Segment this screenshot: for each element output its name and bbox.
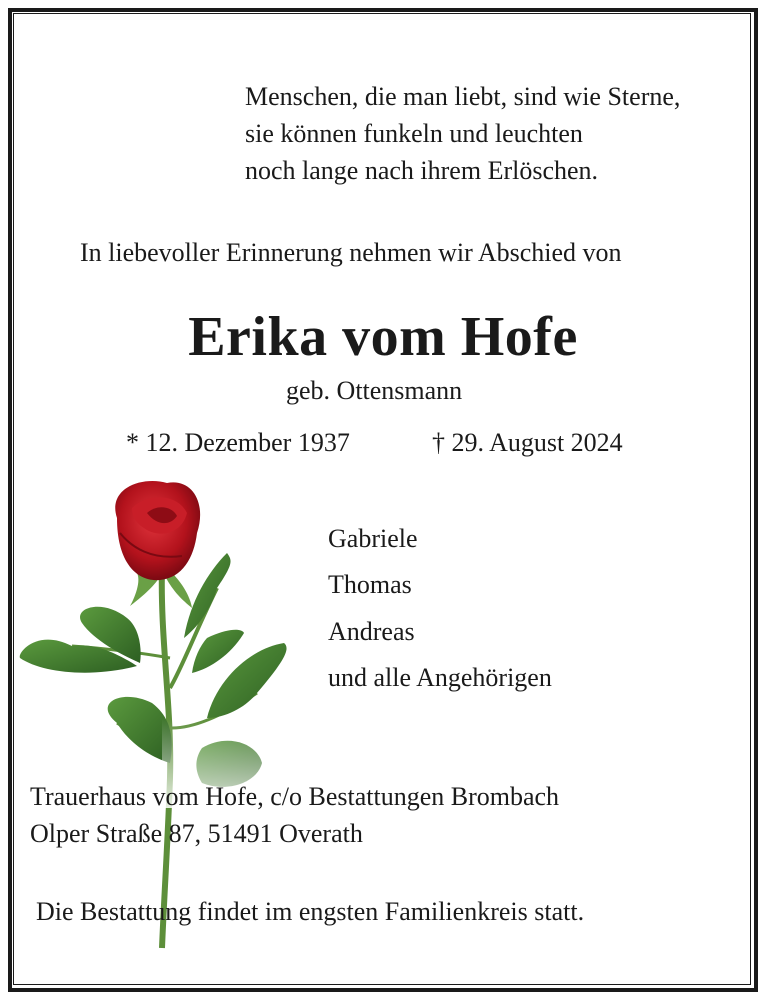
quote-line-3: noch lange nach ihrem Erlöschen. bbox=[245, 156, 599, 185]
birth-date: * 12. Dezember 1937 bbox=[126, 428, 350, 457]
mourner-4: und alle Angehörigen bbox=[328, 663, 552, 692]
quote-line-2: sie können funkeln und leuchten bbox=[245, 119, 583, 148]
death-date: † 29. August 2024 bbox=[432, 428, 623, 457]
mourner-2: Thomas bbox=[328, 570, 412, 599]
address-line-1: Trauerhaus vom Hofe, c/o Bestattungen Brombach bbox=[30, 782, 560, 811]
intro-text: In liebevoller Erinnerung nehmen wir Abschied von bbox=[80, 238, 622, 267]
maiden-name: geb. Ottensmann bbox=[286, 376, 463, 405]
mourner-1: Gabriele bbox=[328, 524, 418, 553]
quote-line-1: Menschen, die man liebt, sind wie Sterne, bbox=[245, 82, 681, 111]
mourner-3: Andreas bbox=[328, 617, 415, 646]
red-rose-icon bbox=[12, 478, 292, 953]
deceased-name: Erika vom Hofe bbox=[188, 306, 578, 368]
funeral-note: Die Bestattung findet im engsten Familienkreis statt. bbox=[36, 897, 585, 926]
address-line-2: Olper Straße 87, 51491 Overath bbox=[30, 819, 363, 848]
